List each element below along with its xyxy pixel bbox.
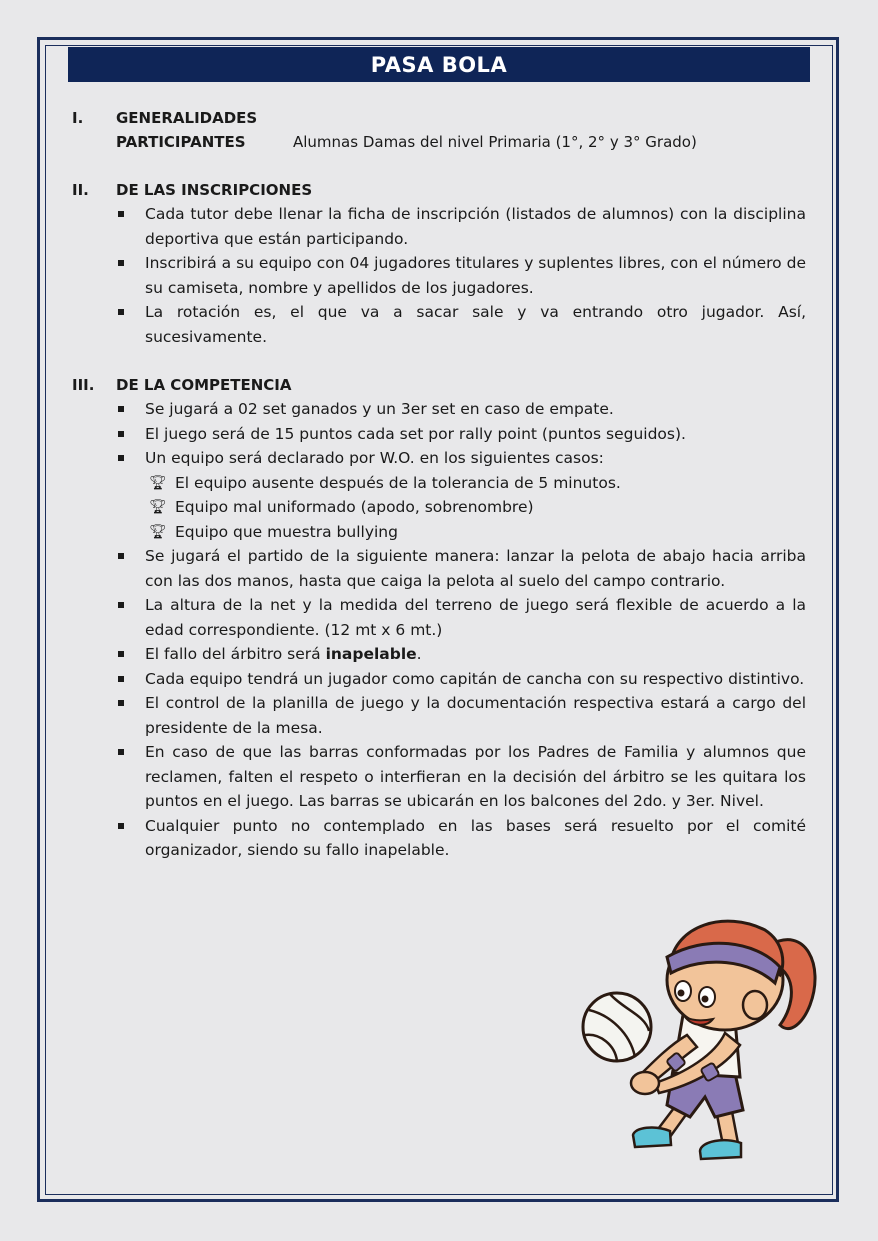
section-1-heading (72, 106, 257, 131)
list-item: Se jugará a 02 set ganados y un 3er set en caso de empate. (145, 397, 806, 422)
inapelable-emphasis: inapelable (325, 645, 417, 663)
section-1-title: GENERALIDADES (116, 109, 258, 127)
square-bullet-icon (118, 406, 124, 412)
participants-row (116, 130, 697, 155)
list-item: El juego será de 15 puntos cada set por rally point (puntos seguidos). (145, 422, 806, 447)
section-1-number: I. (72, 109, 84, 127)
list-item: Se jugará el partido de la siguiente manera: lanzar la pelota de abajo hacia arriba con las dos manos, hasta que caiga la pelota al suelo del campo contrario. (145, 544, 806, 593)
section-3-heading (72, 373, 291, 398)
trophy-icon: 🏆︎ (149, 523, 167, 540)
square-bullet-icon (118, 455, 124, 461)
participants-label: PARTICIPANTES (116, 133, 246, 151)
trophy-icon: 🏆︎ (149, 474, 167, 491)
section-2-heading (72, 178, 312, 203)
list-item: Inscribirá a su equipo con 04 jugadores titulares y suplentes libres, con el número de su camiseta, nombre y apellidos de los jugadores. (145, 251, 806, 300)
list-item: El control de la planilla de juego y la documentación respectiva estará a cargo del presidente de la mesa. (145, 691, 806, 740)
section-2-number: II. (72, 181, 89, 199)
list-item: La altura de la net y la medida del terreno de juego será flexible de acuerdo a la edad correspondiente. (12 mt x 6 mt.) (145, 593, 806, 642)
section-2-title: DE LAS INSCRIPCIONES (116, 181, 313, 199)
trophy-icon: 🏆︎ (149, 499, 167, 515)
square-bullet-icon (118, 823, 124, 829)
list-item: 🏆︎ Equipo mal uniformado (apodo, sobrenombre) (175, 495, 806, 520)
volleyball-icon (583, 993, 651, 1061)
list-item: El fallo del árbitro será inapelable. (145, 642, 806, 667)
square-bullet-icon (118, 651, 124, 657)
square-bullet-icon (118, 553, 124, 559)
list-item: En caso de que las barras conformadas por los Padres de Familia y alumnos que reclamen, falten el respeto o interfieran en la decisión del árbitro se les quitara los puntos en el juego. Las barras se ubicarán en los balcones del 2do. y 3er. Nivel. (145, 740, 806, 814)
square-bullet-icon (118, 700, 124, 706)
volleyball-girl-illustration (575, 905, 825, 1177)
list-item: Cada tutor debe llenar la ficha de inscripción (listados de alumnos) con la disciplina deportiva que están participando. (145, 202, 806, 251)
list-item: La rotación es, el que va a sacar sale y va entrando otro jugador. Así, sucesivamente. (145, 300, 806, 349)
section-3-number: III. (72, 376, 95, 394)
competition-list (145, 397, 806, 863)
page-title: PASA BOLA (68, 47, 810, 82)
square-bullet-icon (118, 749, 124, 755)
wo-cases-list (145, 471, 806, 545)
inscriptions-list (145, 202, 806, 349)
participants-value: Alumnas Damas del nivel Primaria (1°, 2° y 3° Grado) (293, 133, 697, 151)
square-bullet-icon (118, 431, 124, 437)
list-item: Cada equipo tendrá un jugador como capitán de cancha con su respectivo distintivo. (145, 667, 806, 692)
square-bullet-icon (118, 602, 124, 608)
section-3-title: DE LA COMPETENCIA (116, 376, 292, 394)
list-item: Un equipo será declarado por W.O. en los siguientes casos: 🏆︎ El equipo ausente después de la tolerancia de 5 minutos. 🏆︎ Equipo mal uniformado (apodo, sobrenombre) 🏆︎ Equipo que muestra bullying (145, 446, 806, 544)
list-item: 🏆︎ Equipo que muestra bullying (175, 520, 806, 545)
list-item: 🏆︎ El equipo ausente después de la tolerancia de 5 minutos. (175, 471, 806, 496)
list-item: Cualquier punto no contemplado en las bases será resuelto por el comité organizador, siendo su fallo inapelable. (145, 814, 806, 863)
square-bullet-icon (118, 211, 124, 217)
square-bullet-icon (118, 676, 124, 682)
square-bullet-icon (118, 260, 124, 266)
square-bullet-icon (118, 309, 124, 315)
